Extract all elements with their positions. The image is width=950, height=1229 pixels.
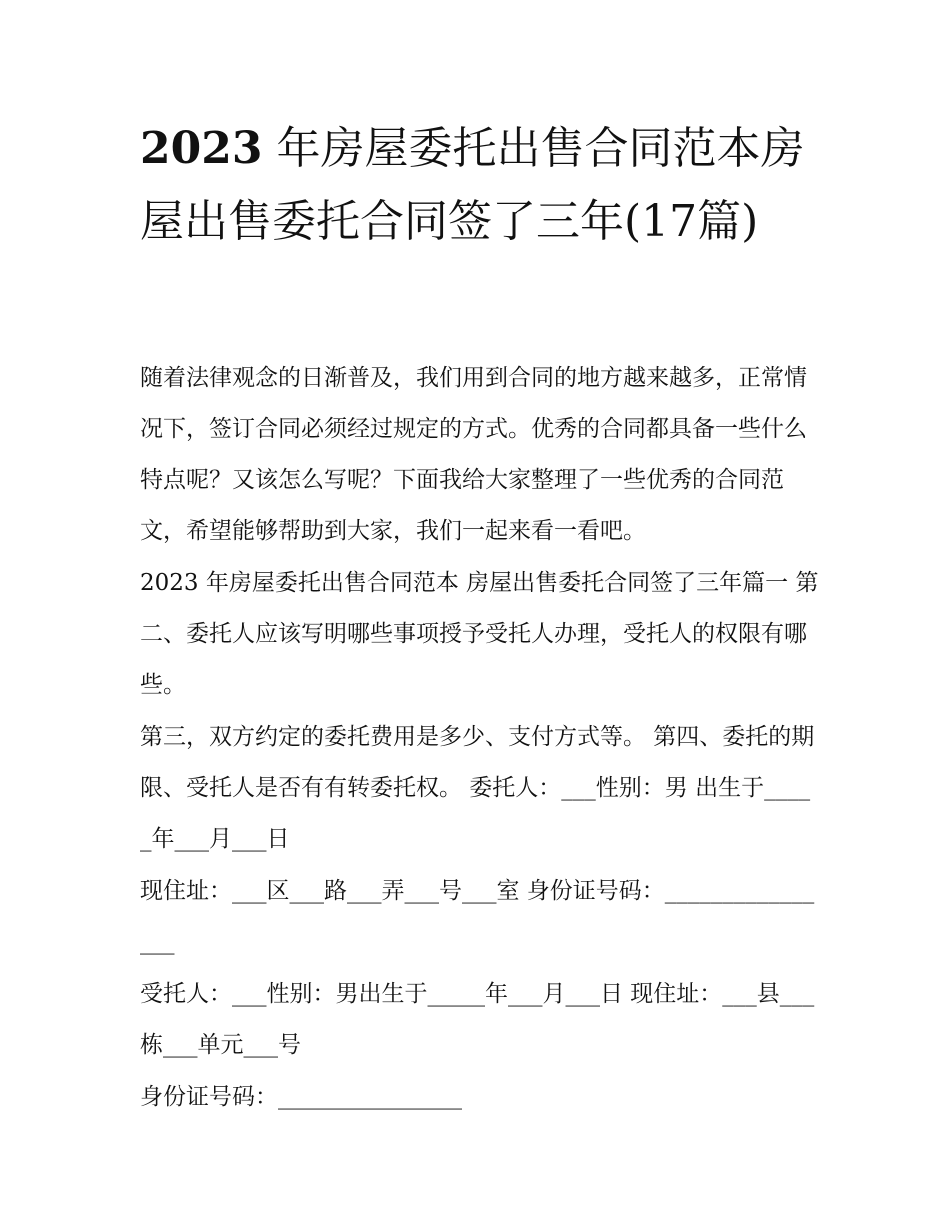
intro-paragraph: 随着法律观念的日渐普及，我们用到合同的地方越来越多，正常情况下，签订合同必须经过规定的方式。优秀的合同都具备一些什么特点呢？又该怎么写呢？下面我给大家整理了一些优秀的合同范文，希望能够帮助到大家，我们一起来看一看吧。 bbox=[140, 365, 807, 544]
terms-paragraph: 第三，双方约定的委托费用是多少、支付方式等。 第四、委托的期限、受托人是否有有转委托权。 委托人：___性别：男 出生于_____年___月___日 bbox=[140, 724, 815, 852]
principal-address-line: 现住址：___区___路___弄___号___室 身份证号码：________________ bbox=[140, 878, 815, 955]
title-year: 2023 bbox=[140, 123, 263, 174]
section-one-paragraph: 2023 年房屋委托出售合同范本 房屋出售委托合同签了三年篇一 第二、委托人应该写明哪些事项授予受托人办理，受托人的权限有哪些。 bbox=[140, 570, 819, 698]
agent-id-line: 身份证号码：________________ bbox=[140, 1084, 462, 1110]
document-title bbox=[140, 112, 820, 258]
agent-info-paragraph: 受托人：___性别：男出生于_____年___月___日 现住址：___县___栋___单元___号 bbox=[140, 981, 815, 1058]
document-body bbox=[140, 353, 820, 1124]
title-text: 年房屋委托出售合同范本房屋出售委托合同签了三年(17篇) bbox=[140, 123, 805, 247]
